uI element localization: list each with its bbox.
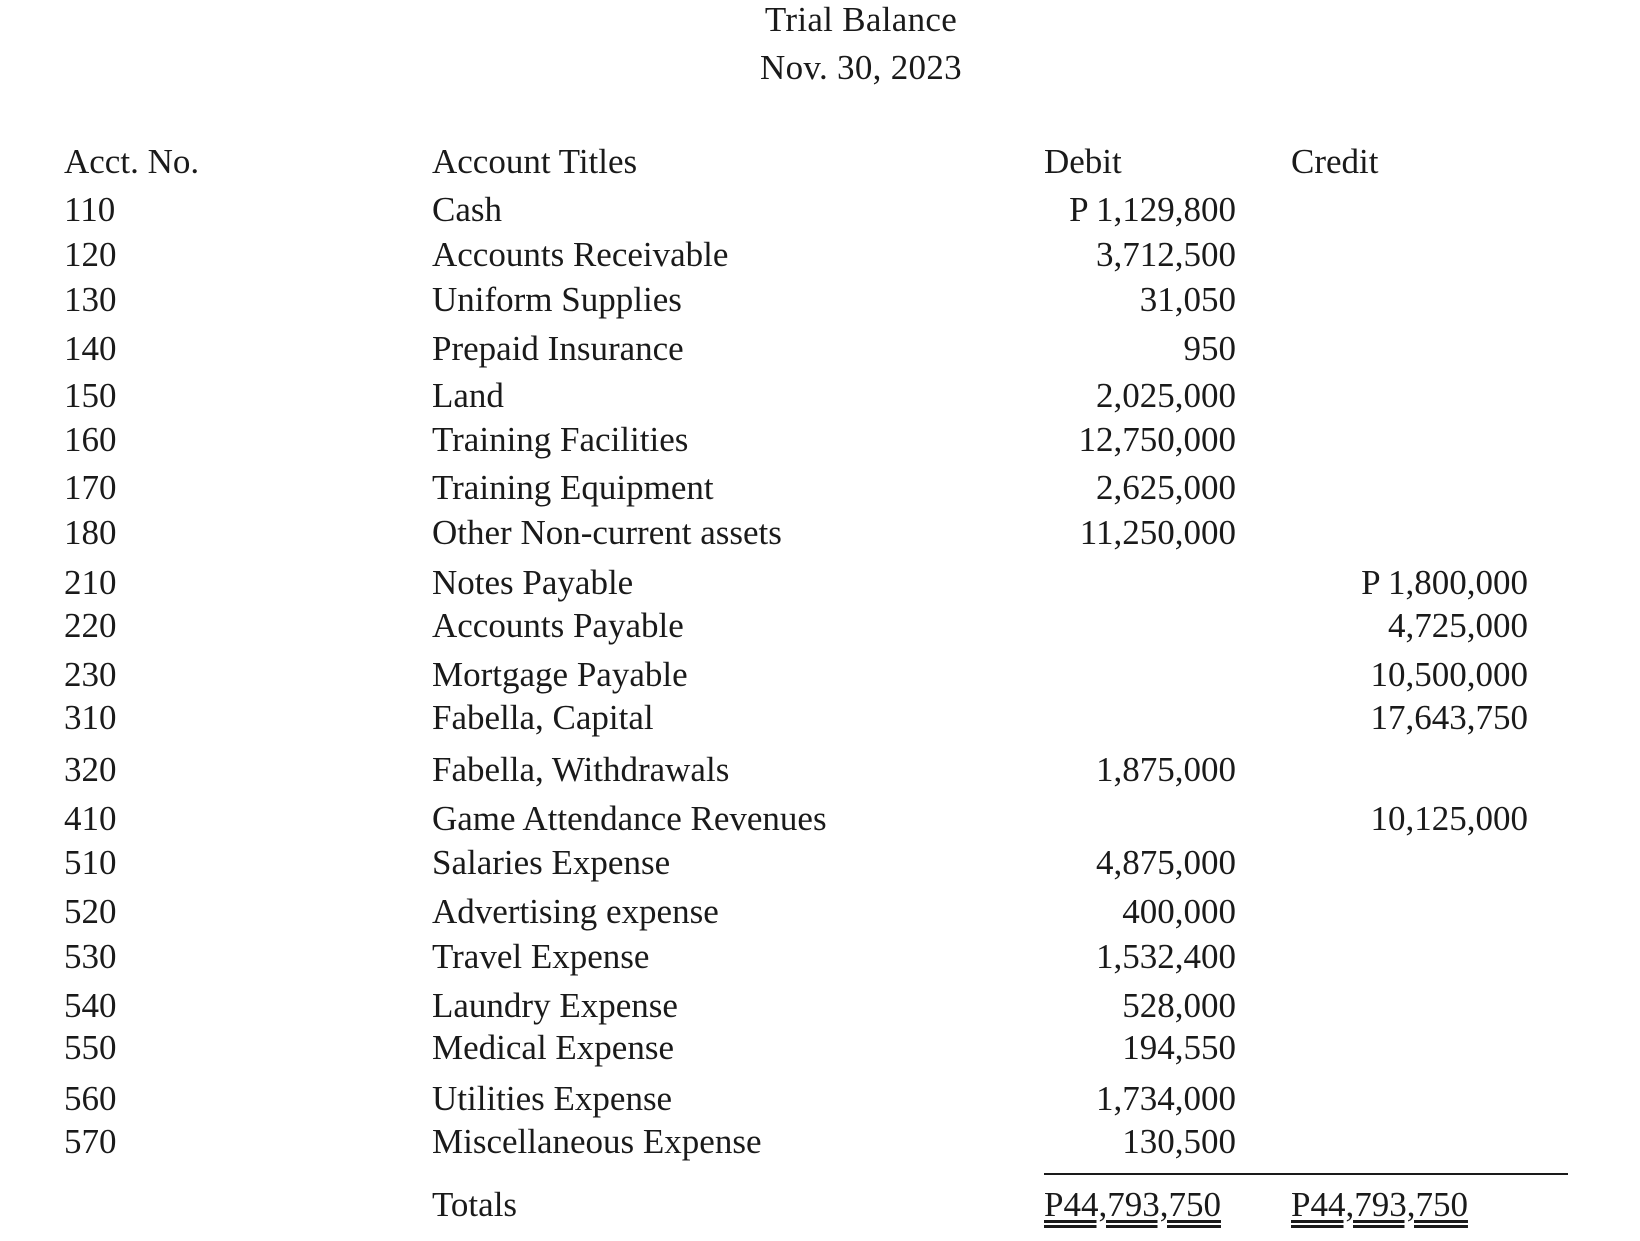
account-title: Medical Expense: [432, 1028, 674, 1067]
debit-amount: 194,550: [1122, 1028, 1236, 1067]
acct-no: 570: [64, 1122, 117, 1161]
acct-no: 320: [64, 750, 117, 789]
table-row: [0, 280, 1640, 327]
account-title: Game Attendance Revenues: [432, 799, 827, 838]
acct-no: 520: [64, 892, 117, 931]
totals-credit: P44,793,750: [1291, 1185, 1468, 1224]
trial-balance-table: [0, 190, 1640, 1177]
account-title: Laundry Expense: [432, 986, 678, 1025]
debit-amount: 12,750,000: [1078, 420, 1236, 459]
account-title: Salaries Expense: [432, 843, 671, 882]
account-title: Utilities Expense: [432, 1079, 673, 1118]
account-title: Notes Payable: [432, 563, 634, 602]
table-row: [0, 420, 1640, 467]
column-header-account-titles: Account Titles: [432, 142, 638, 181]
debit-amount: 1,734,000: [1096, 1079, 1236, 1118]
acct-no: 510: [64, 843, 117, 882]
column-header-acct-no: Acct. No.: [64, 142, 200, 181]
column-header-credit: Credit: [1291, 142, 1379, 181]
account-title: Cash: [432, 190, 502, 229]
totals-label: Totals: [432, 1185, 518, 1224]
account-title: Land: [432, 376, 504, 415]
debit-amount: 11,250,000: [1079, 513, 1236, 552]
acct-no: 230: [64, 655, 117, 694]
acct-no: 170: [64, 468, 117, 507]
account-title: Training Equipment: [432, 468, 714, 507]
table-row: [0, 329, 1640, 376]
table-row: [0, 376, 1640, 423]
acct-no: 210: [64, 563, 117, 602]
table-row: [0, 698, 1640, 745]
account-title: Accounts Receivable: [432, 235, 729, 274]
account-title: Advertising expense: [432, 892, 719, 931]
table-row: [0, 655, 1640, 702]
acct-no: 220: [64, 606, 117, 645]
table-row: [0, 563, 1640, 610]
table-row: [0, 843, 1640, 890]
debit-amount: 1,532,400: [1096, 937, 1236, 976]
table-row: [0, 235, 1640, 282]
account-title: Accounts Payable: [432, 606, 684, 645]
table-row: [0, 190, 1640, 237]
debit-amount: 130,500: [1122, 1122, 1236, 1161]
account-title: Prepaid Insurance: [432, 329, 684, 368]
acct-no: 120: [64, 235, 117, 274]
debit-amount: 950: [1183, 329, 1236, 368]
totals-rule: [1044, 1173, 1568, 1175]
acct-no: 180: [64, 513, 117, 552]
debit-amount: 1,875,000: [1096, 750, 1236, 789]
table-row: [0, 468, 1640, 515]
account-title: Travel Expense: [432, 937, 650, 976]
credit-amount: 10,125,000: [1370, 799, 1528, 838]
acct-no: 160: [64, 420, 117, 459]
acct-no: 410: [64, 799, 117, 838]
debit-amount: 2,025,000: [1096, 376, 1236, 415]
table-row: [0, 750, 1640, 797]
page-title: Trial Balance: [764, 0, 958, 39]
acct-no: 540: [64, 986, 117, 1025]
table-row: [0, 513, 1640, 560]
account-title: Mortgage Payable: [432, 655, 688, 694]
credit-amount: 10,500,000: [1370, 655, 1528, 694]
table-row: [0, 937, 1640, 984]
table-row: [0, 1079, 1640, 1126]
table-row: [0, 799, 1640, 846]
acct-no: 310: [64, 698, 117, 737]
table-row: [0, 986, 1640, 1033]
account-title: Miscellaneous Expense: [432, 1122, 762, 1161]
acct-no: 550: [64, 1028, 117, 1067]
debit-amount: P 1,129,800: [1069, 190, 1236, 229]
column-header-debit: Debit: [1044, 142, 1122, 181]
acct-no: 110: [64, 190, 116, 229]
acct-no: 150: [64, 376, 117, 415]
debit-amount: 3,712,500: [1096, 235, 1236, 274]
table-row: [0, 892, 1640, 939]
acct-no: 560: [64, 1079, 117, 1118]
acct-no: 140: [64, 329, 117, 368]
debit-amount: 528,000: [1122, 986, 1236, 1025]
debit-amount: 4,875,000: [1096, 843, 1236, 882]
report-date: Nov. 30, 2023: [760, 48, 962, 87]
account-title: Fabella, Capital: [432, 698, 654, 737]
account-title: Other Non-current assets: [432, 513, 782, 552]
debit-amount: 31,050: [1139, 280, 1236, 319]
account-title: Fabella, Withdrawals: [432, 750, 730, 789]
table-row: [0, 606, 1640, 653]
totals-debit: P44,793,750: [1044, 1185, 1221, 1224]
table-row: [0, 1028, 1640, 1075]
acct-no: 530: [64, 937, 117, 976]
acct-no: 130: [64, 280, 117, 319]
credit-amount: 17,643,750: [1370, 698, 1528, 737]
table-row: [0, 1122, 1640, 1169]
account-title: Training Facilities: [432, 420, 689, 459]
credit-amount: P 1,800,000: [1361, 563, 1528, 602]
credit-amount: 4,725,000: [1388, 606, 1528, 645]
account-title: Uniform Supplies: [432, 280, 682, 319]
debit-amount: 400,000: [1122, 892, 1236, 931]
debit-amount: 2,625,000: [1096, 468, 1236, 507]
